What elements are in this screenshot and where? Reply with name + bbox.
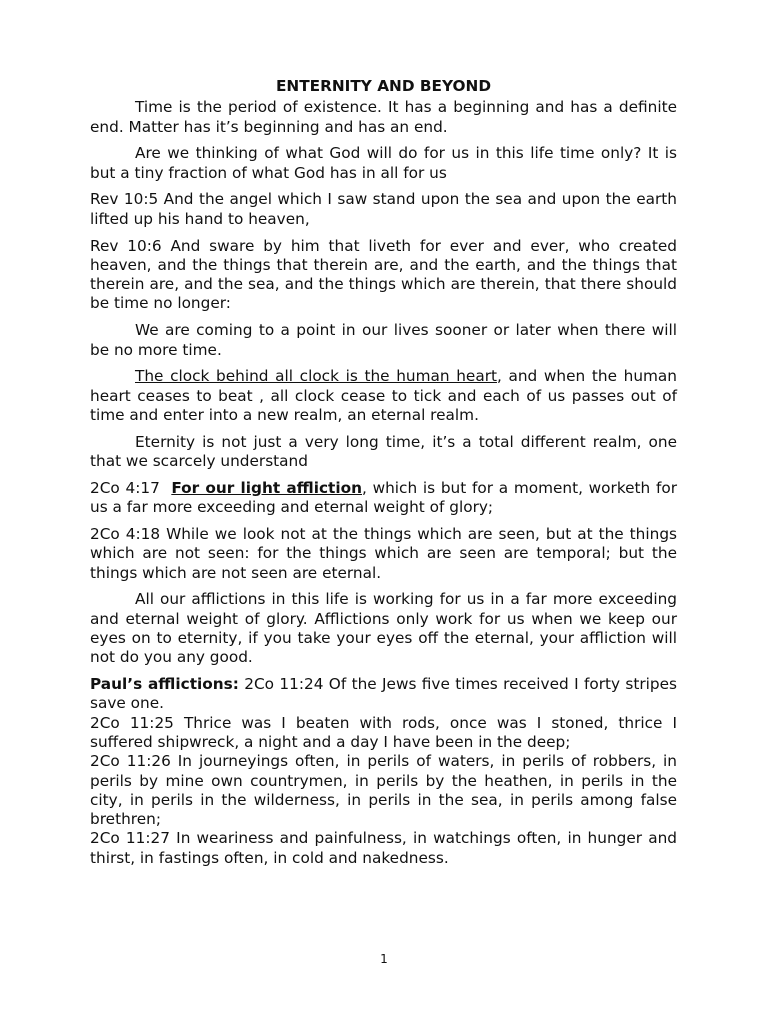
paragraph-afflictions: All our afflictions in this life is working for us in a far more exceeding and eternal weight of glory. Afflictions only work for us when we keep our eyes on to eternity, if you take your eyes off the eternal, your affliction will not do you any good. xyxy=(90,590,677,667)
bold-underlined-phrase: For our light affliction xyxy=(171,478,363,497)
paragraph-thinking: Are we thinking of what God will do for us in this life time only? It is but a tiny fraction of what God has in all for us xyxy=(90,144,677,182)
verse-2co-4-17-rest: , which is but for a moment, worketh for us a far more exceeding and eternal weight of glory; xyxy=(90,478,678,517)
verse-rev-10-5: Rev 10:5 And the angel which I saw stand upon the sea and upon the earth lifted up his hand to heaven, xyxy=(90,190,677,228)
verse-2co-11-25: 2Co 11:25 Thrice was I beaten with rods, once was I stoned, thrice I suffered shipwreck, a night and a day I have been in the deep; xyxy=(90,713,677,751)
paragraph-no-more-time: We are coming to a point in our lives sooner or later when there will be no more time. xyxy=(90,321,677,359)
document-page xyxy=(90,77,677,868)
underlined-phrase: The clock behind all clock is the human heart xyxy=(135,367,497,386)
paragraph-time: Time is the period of existence. It has a beginning and has a definite end. Matter has it’s beginning and has an end. xyxy=(90,98,677,136)
verse-2co-4-17 xyxy=(90,479,677,518)
paragraph-human-heart-rest: , and when the human heart ceases to beat , all clock cease to tick and each of us passes out of time and enter into a new realm, an eternal realm. xyxy=(90,367,677,424)
verse-2co-11-27: 2Co 11:27 In weariness and painfulness, in watchings often, in hunger and thirst, in fastings often, in cold and nakedness. xyxy=(90,829,677,867)
pauls-afflictions xyxy=(90,675,677,714)
verse-rev-10-6: Rev 10:6 And sware by him that liveth for ever and ever, who created heaven, and the things that therein are, and the earth, and the things that therein are, and the sea, and the things which are therein, that there should be time no longer: xyxy=(90,236,677,313)
verse-2co-11-24: 2Co 11:24 Of the Jews five times received I forty stripes save one. xyxy=(90,675,677,713)
paragraph-eternity: Eternity is not just a very long time, it’s a total different realm, one that we scarcely understand xyxy=(90,432,677,471)
document-title: ENTERNITY AND BEYOND xyxy=(275,77,492,95)
pauls-afflictions-label: Paul’s afflictions: xyxy=(90,675,239,694)
page-number: 1 xyxy=(380,952,388,966)
verse-reference: 2Co 4:17 xyxy=(90,478,172,497)
verse-2co-11-26: 2Co 11:26 In journeyings often, in perils of waters, in perils of robbers, in perils by mine own countrymen, in perils by the heathen, in perils in the city, in perils in the wilderness, in perils in the sea, in perils among false brethren; xyxy=(90,752,677,829)
verse-2co-4-18: 2Co 4:18 While we look not at the things which are seen, but at the things which are not seen: for the things which are seen are temporal; but the things which are not seen are eternal. xyxy=(90,524,677,582)
paragraph-human-heart xyxy=(90,367,677,425)
